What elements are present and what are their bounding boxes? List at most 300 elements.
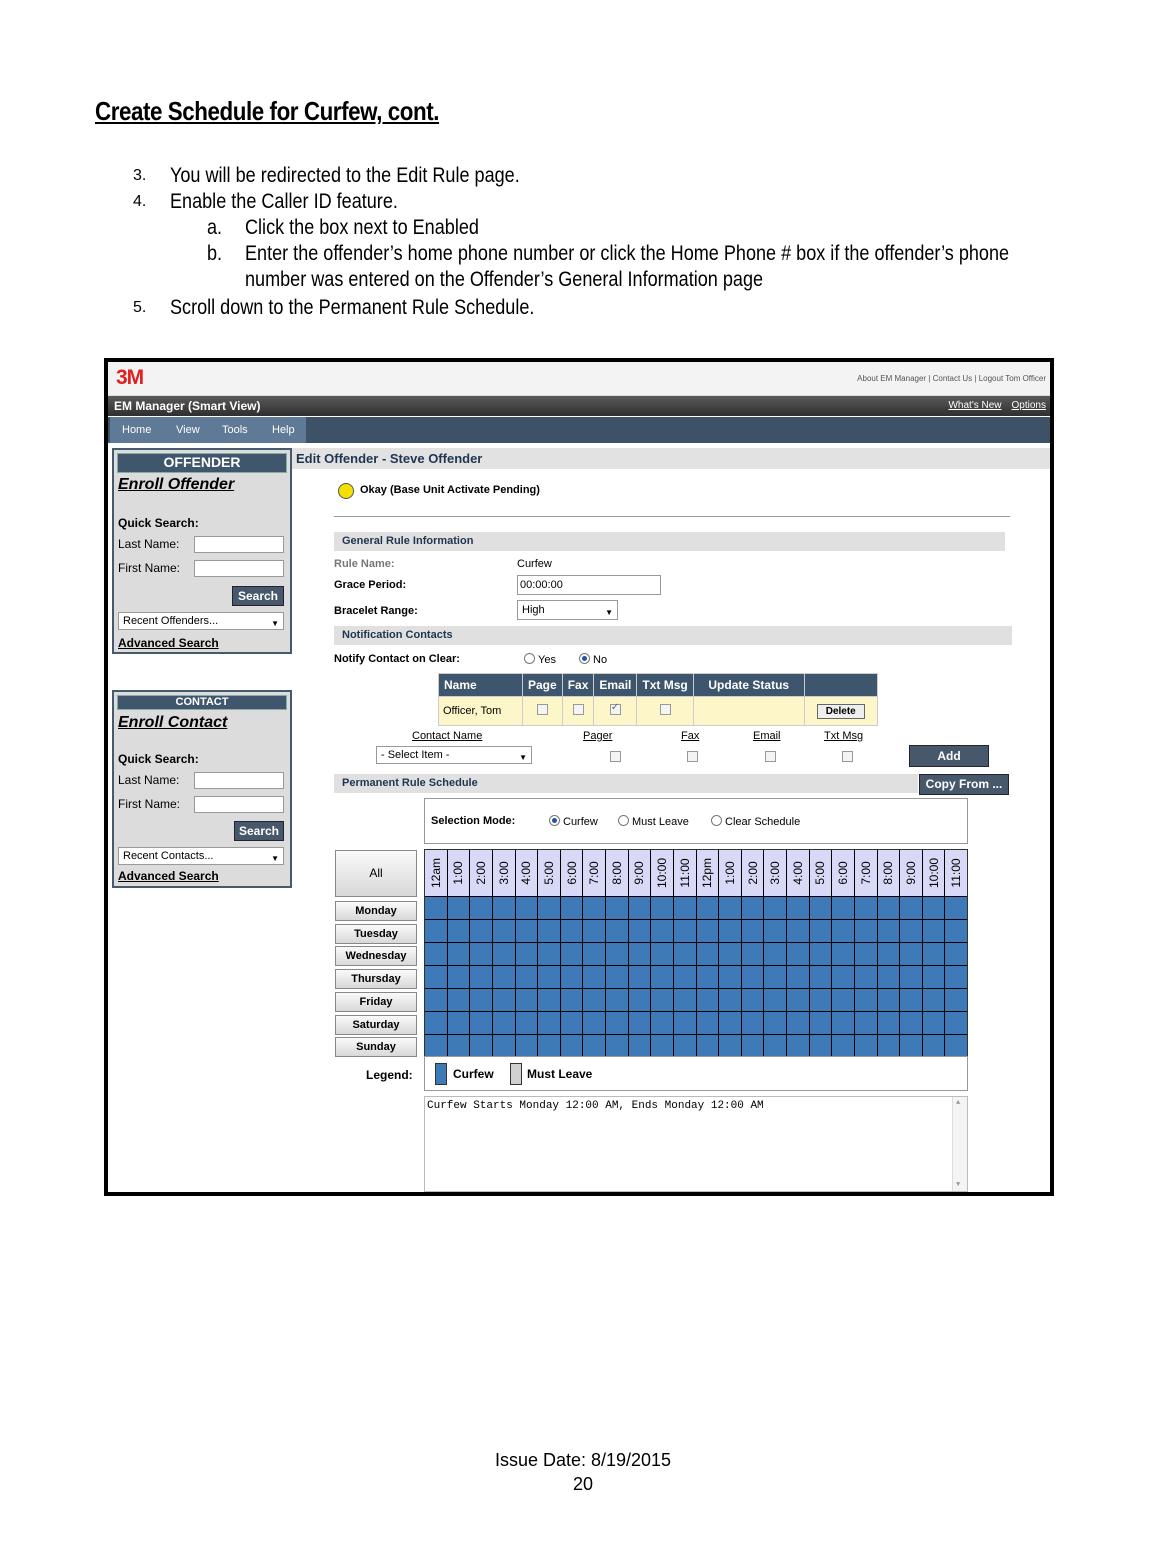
schedule-cell[interactable] [673, 1035, 696, 1057]
schedule-cell[interactable] [673, 989, 696, 1011]
add-contact-button[interactable]: Add [909, 745, 989, 767]
schedule-cell[interactable] [628, 897, 651, 919]
schedule-cell[interactable] [605, 943, 628, 965]
recent-offenders-select[interactable]: Recent Offenders... ▼ [118, 612, 284, 630]
schedule-cell[interactable] [492, 897, 515, 919]
issue-date: Issue Date: 8/19/2015 [494, 1450, 672, 1470]
schedule-cell[interactable] [582, 943, 605, 965]
must-leave-swatch [510, 1063, 522, 1085]
schedule-cell[interactable] [741, 966, 764, 988]
schedule-cell[interactable] [696, 989, 719, 1011]
hour-label: 9:00 [903, 861, 918, 885]
schedule-cell[interactable] [673, 966, 696, 988]
offender-advanced-search-link[interactable]: Advanced Search [118, 636, 219, 650]
schedule-cell[interactable] [922, 989, 945, 1011]
schedule-cell[interactable] [809, 966, 832, 988]
schedule-cell[interactable] [831, 920, 854, 942]
schedule-cell[interactable] [537, 989, 560, 1011]
schedule-cell[interactable] [696, 1012, 719, 1034]
schedule-cell[interactable] [605, 897, 628, 919]
chevron-down-icon: ▼ [605, 608, 613, 617]
step-text: Enable the Caller ID feature. [170, 190, 398, 213]
schedule-cell[interactable] [537, 1035, 560, 1057]
step-text: You will be redirected to the Edit Rule page. [170, 164, 520, 187]
schedule-cell[interactable] [650, 943, 673, 965]
hour-label: 6:00 [836, 861, 851, 885]
rule-name-label: Rule Name: [334, 558, 395, 570]
hour-label: 11:00 [677, 858, 692, 888]
substep-letter: b. [207, 242, 223, 265]
schedule-cell[interactable] [831, 943, 854, 965]
schedule-cell[interactable] [447, 897, 470, 919]
schedule-cell[interactable] [696, 943, 719, 965]
chevron-down-icon: ▼ [271, 854, 279, 863]
radio-selected-icon [549, 815, 560, 826]
schedule-cell[interactable] [944, 966, 967, 988]
fax-checkbox[interactable] [573, 704, 584, 715]
radio-icon [618, 815, 629, 826]
hour-header[interactable] [899, 850, 922, 896]
hour-header[interactable] [582, 850, 605, 896]
options-link[interactable]: Options [1011, 400, 1046, 411]
schedule-cell[interactable] [809, 1035, 832, 1057]
schedule-grid[interactable] [424, 849, 968, 1058]
selection-mode-label: Selection Mode: [431, 815, 516, 827]
schedule-cell[interactable] [809, 920, 832, 942]
schedule-cell[interactable] [877, 897, 900, 919]
bracelet-range-label: Bracelet Range: [334, 605, 418, 617]
schedule-cell[interactable] [425, 989, 447, 1011]
app-screenshot [104, 358, 1054, 1196]
schedule-cell[interactable] [696, 920, 719, 942]
schedule-cell[interactable] [899, 1035, 922, 1057]
hour-label: 2:00 [745, 861, 760, 885]
hour-header[interactable] [831, 850, 854, 896]
hour-label: 8:00 [609, 861, 624, 885]
mode-clear-schedule-radio[interactable]: Clear Schedule [711, 815, 800, 828]
step-number: 5. [133, 299, 147, 316]
delete-contact-button[interactable]: Delete [817, 704, 865, 719]
schedule-cell[interactable] [650, 989, 673, 1011]
schedule-cell[interactable] [469, 966, 492, 988]
schedule-cell[interactable] [605, 966, 628, 988]
hour-label: 11:00 [949, 858, 964, 888]
schedule-cell[interactable] [673, 1012, 696, 1034]
schedule-cell[interactable] [899, 920, 922, 942]
hour-header[interactable] [673, 850, 696, 896]
schedule-cell[interactable] [673, 943, 696, 965]
hour-header[interactable] [718, 850, 741, 896]
schedule-cell[interactable] [537, 966, 560, 988]
schedule-cell[interactable] [718, 989, 741, 1011]
schedule-cell[interactable] [809, 989, 832, 1011]
new-email-checkbox[interactable] [765, 751, 776, 762]
schedule-cell[interactable] [582, 966, 605, 988]
schedule-cell[interactable] [763, 943, 786, 965]
schedule-cell[interactable] [899, 966, 922, 988]
col-email: Email [594, 674, 637, 697]
menu-home[interactable]: Home [122, 424, 152, 436]
schedule-cell[interactable] [537, 1012, 560, 1034]
day-button-friday[interactable]: Friday [335, 992, 417, 1012]
quick-search-label: Quick Search: [118, 516, 199, 530]
schedule-cell[interactable] [877, 943, 900, 965]
schedule-cell[interactable] [786, 943, 809, 965]
schedule-cell[interactable] [492, 1012, 515, 1034]
schedule-cell[interactable] [854, 989, 877, 1011]
schedule-cell[interactable] [877, 966, 900, 988]
schedule-cell[interactable] [673, 920, 696, 942]
schedule-cell[interactable] [469, 1012, 492, 1034]
permanent-schedule-section: Permanent Rule Schedule [334, 774, 918, 793]
scroll-up-icon[interactable]: ▲ [956, 1099, 961, 1107]
schedule-cell[interactable] [650, 1012, 673, 1034]
schedule-cell[interactable] [515, 943, 538, 965]
txt-msg-checkbox[interactable] [660, 704, 671, 715]
contact-select[interactable]: - Select Item - ▼ [376, 746, 532, 764]
col-page: Page [523, 674, 563, 697]
table-row [439, 697, 878, 726]
schedule-cell[interactable] [447, 966, 470, 988]
schedule-cell[interactable] [425, 1035, 447, 1057]
schedule-cell[interactable] [696, 897, 719, 919]
hour-header[interactable] [696, 850, 719, 896]
hour-label: 4:00 [519, 861, 534, 885]
hour-header[interactable] [809, 850, 832, 896]
schedule-cell[interactable] [515, 897, 538, 919]
schedule-cell[interactable] [469, 989, 492, 1011]
schedule-cell[interactable] [469, 943, 492, 965]
schedule-cell[interactable] [515, 989, 538, 1011]
table-header-row [439, 674, 878, 697]
whats-new-link[interactable]: What's New [948, 400, 1002, 411]
day-button-wednesday[interactable]: Wednesday [335, 946, 417, 966]
schedule-cell[interactable] [944, 920, 967, 942]
schedule-cell[interactable] [628, 943, 651, 965]
schedule-cell[interactable] [786, 1035, 809, 1057]
hour-header[interactable] [763, 850, 786, 896]
schedule-cell[interactable] [899, 943, 922, 965]
schedule-cell[interactable] [650, 920, 673, 942]
schedule-cell[interactable] [741, 943, 764, 965]
day-button-thursday[interactable]: Thursday [335, 969, 417, 989]
schedule-cell[interactable] [922, 943, 945, 965]
scrollbar[interactable] [952, 1097, 967, 1191]
schedule-cell[interactable] [537, 920, 560, 942]
schedule-cell[interactable] [628, 989, 651, 1011]
scroll-down-icon[interactable]: ▼ [956, 1181, 961, 1189]
schedule-cell[interactable] [854, 1012, 877, 1034]
schedule-cell[interactable] [515, 1035, 538, 1057]
email-checkbox[interactable] [610, 704, 621, 715]
schedule-cell[interactable] [582, 989, 605, 1011]
menu-help[interactable]: Help [272, 424, 295, 436]
hour-header[interactable] [741, 850, 764, 896]
day-button-monday[interactable]: Monday [335, 901, 417, 921]
new-fax-checkbox[interactable] [687, 751, 698, 762]
schedule-cell[interactable] [831, 966, 854, 988]
schedule-cell[interactable] [741, 1035, 764, 1057]
schedule-cell[interactable] [831, 1012, 854, 1034]
hour-header[interactable] [425, 850, 447, 896]
contact-last-name-input[interactable] [194, 772, 284, 789]
notify-yes-radio[interactable]: Yes [524, 653, 556, 666]
hour-label: 1:00 [451, 861, 466, 885]
schedule-cell[interactable] [425, 920, 447, 942]
schedule-cell[interactable] [447, 920, 470, 942]
schedule-cell[interactable] [718, 943, 741, 965]
hour-header[interactable] [944, 850, 967, 896]
rule-name-value: Curfew [517, 558, 552, 570]
schedule-cell[interactable] [786, 1012, 809, 1034]
enroll-contact-link[interactable]: Enroll Contact [118, 714, 228, 731]
schedule-cell[interactable] [763, 920, 786, 942]
offender-last-name-input[interactable] [194, 536, 284, 553]
notify-no-radio[interactable]: No [579, 653, 607, 666]
schedule-cell[interactable] [469, 897, 492, 919]
hour-header[interactable] [605, 850, 628, 896]
schedule-cell[interactable] [425, 897, 447, 919]
schedule-cell[interactable] [582, 920, 605, 942]
page-title: Create Schedule for Curfew, cont. [95, 96, 440, 126]
day-button-sunday[interactable]: Sunday [335, 1037, 417, 1057]
schedule-cell[interactable] [447, 989, 470, 1011]
hour-header[interactable] [877, 850, 900, 896]
schedule-cell[interactable] [786, 966, 809, 988]
schedule-cell[interactable] [922, 920, 945, 942]
top-links[interactable]: About EM Manager | Contact Us | Logout Tom Officer [857, 374, 1046, 383]
schedule-cell[interactable] [560, 966, 583, 988]
schedule-cell[interactable] [718, 1012, 741, 1034]
schedule-summary-text: Curfew Starts Monday 12:00 AM, Ends Monday 12:00 AM [427, 1100, 764, 1112]
col-name: Name [439, 674, 523, 697]
hour-label: 10:00 [926, 857, 941, 889]
schedule-cell[interactable] [650, 966, 673, 988]
schedule-cell[interactable] [425, 943, 447, 965]
schedule-cell[interactable] [673, 897, 696, 919]
schedule-cell[interactable] [922, 897, 945, 919]
schedule-cell[interactable] [447, 1012, 470, 1034]
hour-header[interactable] [447, 850, 470, 896]
hour-header[interactable] [628, 850, 651, 896]
schedule-row-friday [425, 989, 967, 1012]
page-checkbox[interactable] [537, 704, 548, 715]
schedule-cell[interactable] [515, 966, 538, 988]
schedule-cell[interactable] [854, 1035, 877, 1057]
hour-label: 7:00 [587, 861, 602, 885]
schedule-cell[interactable] [809, 943, 832, 965]
schedule-cell[interactable] [515, 1012, 538, 1034]
schedule-cell[interactable] [877, 989, 900, 1011]
schedule-cell[interactable] [877, 920, 900, 942]
schedule-cell[interactable] [582, 1012, 605, 1034]
schedule-cell[interactable] [763, 966, 786, 988]
schedule-cell[interactable] [922, 1012, 945, 1034]
schedule-cell[interactable] [944, 1035, 967, 1057]
schedule-row-saturday [425, 1012, 967, 1035]
schedule-cell[interactable] [469, 1035, 492, 1057]
schedule-cell[interactable] [447, 1035, 470, 1057]
contact-heading: CONTACT [117, 695, 287, 710]
offender-search-button[interactable]: Search [232, 586, 284, 606]
schedule-cell[interactable] [560, 989, 583, 1011]
schedule-cell[interactable] [560, 920, 583, 942]
mode-curfew-radio[interactable]: Curfew [549, 815, 598, 828]
schedule-cell[interactable] [718, 1035, 741, 1057]
schedule-cell[interactable] [922, 1035, 945, 1057]
day-button-saturday[interactable]: Saturday [335, 1015, 417, 1035]
hour-header[interactable] [515, 850, 538, 896]
email-label: Email [753, 730, 781, 742]
grace-period-input[interactable]: 00:00:00 [517, 575, 661, 595]
schedule-cell[interactable] [877, 1035, 900, 1057]
contact-first-name-input[interactable] [194, 796, 284, 813]
pager-label: Pager [583, 730, 613, 742]
schedule-cell[interactable] [718, 920, 741, 942]
schedule-cell[interactable] [854, 897, 877, 919]
schedule-cell[interactable] [605, 1012, 628, 1034]
schedule-cell[interactable] [786, 920, 809, 942]
schedule-cell[interactable] [605, 989, 628, 1011]
schedule-cell[interactable] [447, 943, 470, 965]
schedule-cell[interactable] [492, 989, 515, 1011]
new-txt-checkbox[interactable] [842, 751, 853, 762]
schedule-cell[interactable] [741, 1012, 764, 1034]
schedule-cell[interactable] [696, 1035, 719, 1057]
schedule-cell[interactable] [831, 989, 854, 1011]
schedule-cell[interactable] [650, 897, 673, 919]
hour-header[interactable] [537, 850, 560, 896]
hour-header[interactable] [492, 850, 515, 896]
offender-first-name-input[interactable] [194, 560, 284, 577]
schedule-cell[interactable] [944, 943, 967, 965]
schedule-cell[interactable] [763, 897, 786, 919]
schedule-cell[interactable] [854, 943, 877, 965]
schedule-cell[interactable] [944, 989, 967, 1011]
hour-label: 2:00 [474, 861, 489, 885]
schedule-cell[interactable] [628, 1035, 651, 1057]
contact-search-button[interactable]: Search [234, 821, 284, 841]
schedule-cell[interactable] [582, 1035, 605, 1057]
schedule-cell[interactable] [469, 920, 492, 942]
schedule-cell[interactable] [537, 897, 560, 919]
schedule-cell[interactable] [628, 920, 651, 942]
app-title-bar [108, 396, 1050, 416]
schedule-cell[interactable] [628, 1012, 651, 1034]
schedule-cell[interactable] [537, 943, 560, 965]
hour-header[interactable] [650, 850, 673, 896]
schedule-cell[interactable] [763, 1012, 786, 1034]
schedule-cell[interactable] [763, 989, 786, 1011]
schedule-cell[interactable] [560, 1012, 583, 1034]
bracelet-range-select[interactable]: High ▼ [517, 600, 618, 620]
first-name-label: First Name: [118, 797, 181, 811]
substep-text: Enter the offender’s home phone number or click the Home Phone # box if the offender’s phone [245, 242, 1010, 265]
hour-header[interactable] [560, 850, 583, 896]
schedule-cell[interactable] [877, 1012, 900, 1034]
schedule-cell[interactable] [628, 966, 651, 988]
schedule-cell[interactable] [560, 1035, 583, 1057]
schedule-cell[interactable] [854, 920, 877, 942]
curfew-swatch [435, 1063, 447, 1085]
schedule-cell[interactable] [899, 1012, 922, 1034]
hour-label: 12am [428, 857, 443, 889]
new-pager-checkbox[interactable] [610, 751, 621, 762]
schedule-cell[interactable] [899, 989, 922, 1011]
schedule-summary-textarea[interactable] [424, 1096, 968, 1192]
step-number: 4. [133, 193, 147, 210]
schedule-row-thursday [425, 966, 967, 989]
schedule-cell[interactable] [492, 966, 515, 988]
contact-advanced-search-link[interactable]: Advanced Search [118, 869, 219, 883]
app-title: EM Manager (Smart View) [114, 399, 261, 413]
contacts-table [438, 673, 878, 726]
schedule-cell[interactable] [696, 966, 719, 988]
menu-view[interactable]: View [176, 424, 200, 436]
general-rule-section: General Rule Information [334, 532, 1005, 551]
schedule-cell[interactable] [515, 920, 538, 942]
schedule-cell[interactable] [786, 897, 809, 919]
schedule-cell[interactable] [492, 920, 515, 942]
schedule-cell[interactable] [809, 1012, 832, 1034]
enroll-offender-link[interactable]: Enroll Offender [118, 476, 235, 493]
schedule-cell[interactable] [809, 897, 832, 919]
schedule-cell[interactable] [582, 897, 605, 919]
schedule-cell[interactable] [492, 1035, 515, 1057]
schedule-cell[interactable] [944, 897, 967, 919]
schedule-cell[interactable] [741, 989, 764, 1011]
hour-header[interactable] [469, 850, 492, 896]
schedule-cell[interactable] [560, 943, 583, 965]
schedule-cell[interactable] [786, 989, 809, 1011]
schedule-cell[interactable] [899, 897, 922, 919]
schedule-cell[interactable] [922, 966, 945, 988]
hour-header[interactable] [922, 850, 945, 896]
schedule-cell[interactable] [718, 897, 741, 919]
hour-label: 3:00 [496, 861, 511, 885]
schedule-cell[interactable] [605, 1035, 628, 1057]
hour-label: 5:00 [813, 861, 828, 885]
schedule-cell[interactable] [425, 966, 447, 988]
schedule-cell[interactable] [831, 1035, 854, 1057]
hour-header[interactable] [854, 850, 877, 896]
schedule-cell[interactable] [560, 897, 583, 919]
day-button-tuesday[interactable]: Tuesday [335, 924, 417, 944]
schedule-cell[interactable] [718, 966, 741, 988]
menu-tools[interactable]: Tools [222, 424, 248, 436]
substep-text: Click the box next to Enabled [245, 216, 479, 239]
hour-label: 10:00 [655, 857, 670, 889]
copy-from-button[interactable]: Copy From ... [919, 774, 1009, 795]
schedule-cell[interactable] [944, 1012, 967, 1034]
schedule-cell[interactable] [763, 1035, 786, 1057]
substep-letter: a. [207, 216, 223, 239]
hour-header[interactable] [786, 850, 809, 896]
hour-label: 1:00 [722, 861, 737, 885]
schedule-cell[interactable] [831, 897, 854, 919]
mode-must-leave-radio[interactable]: Must Leave [618, 815, 689, 828]
schedule-cell[interactable] [650, 1035, 673, 1057]
schedule-cell[interactable] [492, 943, 515, 965]
schedule-cell[interactable] [425, 1012, 447, 1034]
schedule-cell[interactable] [741, 897, 764, 919]
schedule-cell[interactable] [741, 920, 764, 942]
recent-contacts-select[interactable]: Recent Contacts... ▼ [118, 847, 284, 865]
schedule-cell[interactable] [605, 920, 628, 942]
3m-logo: 3M [116, 366, 144, 389]
schedule-cell[interactable] [854, 966, 877, 988]
select-all-button[interactable]: All [335, 850, 417, 897]
